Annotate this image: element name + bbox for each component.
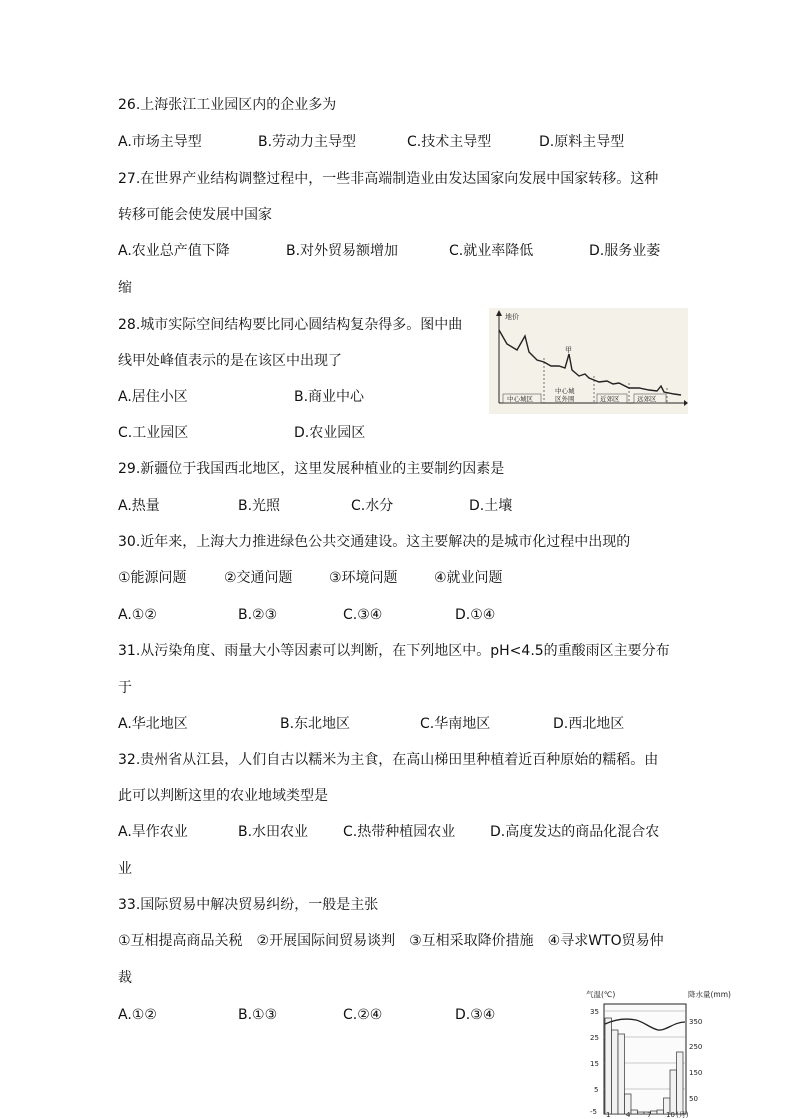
temp-tick-neg5: -5 bbox=[590, 1108, 597, 1116]
q28-stem-line2: 线甲处峰值表示的是在该区中出现了 bbox=[118, 353, 342, 369]
q32-option-c: C.热带种植园农业 bbox=[343, 824, 456, 840]
q33-stem: 33.国际贸易中解决贸易纠纷，一般是主张 bbox=[118, 897, 379, 913]
q32-option-d: D.高度发达的商品化混合农 bbox=[490, 824, 660, 840]
precip-tick-50: 50 bbox=[689, 1095, 698, 1103]
q30-option-b: B.②③ bbox=[238, 607, 278, 623]
figure-y-label: 地价 bbox=[505, 313, 519, 321]
temp-tick-5: 5 bbox=[594, 1086, 599, 1094]
q30-option-a: A.①② bbox=[118, 607, 157, 623]
zone-periphery-label-2: 区外围 bbox=[555, 395, 575, 403]
q31-option-c: C.华南地区 bbox=[420, 716, 491, 732]
precip-bar bbox=[657, 1110, 664, 1114]
q32-stem-line1: 32.贵州省从江县，人们自古以糯米为主食，在高山梯田里种植着近百种原始的糯稻。由 bbox=[118, 752, 659, 768]
climate-precip-axis-label: 降水量(mm) bbox=[688, 990, 731, 999]
zone-inner-suburb-label: 近郊区 bbox=[600, 395, 620, 403]
zone-outer-suburb-label: 远郊区 bbox=[637, 395, 657, 403]
q30-stem: 30.近年来，上海大力推进绿色公共交通建设。这主要解决的是城市化过程中出现的 bbox=[118, 534, 631, 550]
precip-bar bbox=[651, 1111, 658, 1114]
zone-central-label: 中心城区 bbox=[507, 395, 533, 403]
q28-option-d: D.农业园区 bbox=[294, 425, 366, 441]
q31-option-a: A.华北地区 bbox=[118, 716, 188, 732]
q32-option-b: B.水田农业 bbox=[238, 824, 309, 840]
precip-bar bbox=[605, 1018, 612, 1114]
q30-item-3: ③环境问题 bbox=[329, 570, 398, 586]
q33-items-wrap: 裁 bbox=[118, 970, 132, 986]
precip-bar bbox=[638, 1112, 645, 1114]
temp-tick-15: 15 bbox=[590, 1060, 599, 1068]
q30-item-2: ②交通问题 bbox=[224, 570, 293, 586]
q33-option-c: C.②④ bbox=[343, 1007, 383, 1023]
q33-option-a: A.①② bbox=[118, 1007, 157, 1023]
q26-option-c: C.技术主导型 bbox=[407, 134, 492, 150]
q28-option-a: A.居住小区 bbox=[118, 389, 188, 405]
precip-bar bbox=[612, 1030, 619, 1114]
q32-stem-line2: 此可以判断这里的农业地域类型是 bbox=[118, 788, 328, 804]
q27-option-d-wrap: 缩 bbox=[118, 280, 132, 296]
q28-option-c: C.工业园区 bbox=[118, 425, 189, 441]
q28-option-b: B.商业中心 bbox=[294, 389, 365, 405]
q27-stem-line1: 27.在世界产业结构调整过程中，一些非高端制造业由发达国家向发展中国家转移。这种 bbox=[118, 171, 659, 187]
figure-peak-label: 甲 bbox=[565, 346, 572, 354]
q30-option-d: D.①④ bbox=[455, 607, 496, 623]
zone-periphery-label-1: 中心城 bbox=[555, 387, 575, 395]
q29-option-a: A.热量 bbox=[118, 498, 160, 514]
q30-item-4: ④就业问题 bbox=[434, 570, 503, 586]
q27-option-c: C.就业率降低 bbox=[449, 243, 534, 259]
q29-option-b: B.光照 bbox=[238, 498, 281, 514]
climate-chart bbox=[584, 986, 734, 1119]
q33-option-d: D.③④ bbox=[455, 1007, 496, 1023]
q27-option-b: B.对外贸易额增加 bbox=[286, 243, 399, 259]
climate-temp-axis-label: 气温(℃) bbox=[586, 990, 616, 999]
precip-tick-150: 150 bbox=[689, 1069, 703, 1077]
q26-option-d: D.原料主导型 bbox=[539, 134, 625, 150]
precip-tick-250: 250 bbox=[689, 1043, 703, 1051]
q32-option-d-wrap: 业 bbox=[118, 861, 132, 877]
q27-option-a: A.农业总产值下降 bbox=[118, 243, 230, 259]
q31-stem-line1: 31.从污染角度、雨量大小等因素可以判断，在下列地区中。pH<4.5的重酸雨区主要分布 bbox=[118, 643, 670, 659]
q29-option-d: D.土壤 bbox=[469, 498, 513, 514]
month-tick-4: 4 bbox=[626, 1111, 631, 1119]
q30-option-c: C.③④ bbox=[343, 607, 383, 623]
q33-items-line: ①互相提高商品关税 ②开展国际间贸易谈判 ③互相采取降价措施 ④寻求WTO贸易仲 bbox=[118, 933, 664, 949]
q30-item-1: ①能源问题 bbox=[118, 570, 187, 586]
q27-stem-line2: 转移可能会使发展中国家 bbox=[118, 207, 272, 223]
q33-option-b: B.①③ bbox=[238, 1007, 278, 1023]
precip-bar bbox=[631, 1110, 638, 1114]
temp-tick-35: 35 bbox=[590, 1008, 599, 1016]
precip-bar bbox=[677, 1052, 684, 1114]
month-tick-1: 1 bbox=[606, 1111, 611, 1119]
q26-option-b: B.劳动力主导型 bbox=[258, 134, 357, 150]
month-tick-10: 10 bbox=[666, 1111, 675, 1119]
q29-option-c: C.水分 bbox=[351, 498, 394, 514]
q28-stem-line1: 28.城市实际空间结构要比同心圆结构复杂得多。图中曲 bbox=[118, 317, 463, 333]
precip-bar bbox=[618, 1034, 625, 1114]
month-axis-unit: (月) bbox=[676, 1111, 689, 1119]
precip-tick-350: 350 bbox=[689, 1018, 703, 1026]
q31-stem-line2: 于 bbox=[118, 680, 132, 696]
precip-bar bbox=[670, 1070, 677, 1114]
q26-stem: 26.上海张江工业园区内的企业多为 bbox=[118, 97, 337, 113]
q26-option-a: A.市场主导型 bbox=[118, 134, 202, 150]
q29-stem: 29.新疆位于我国西北地区，这里发展种植业的主要制约因素是 bbox=[118, 461, 505, 477]
q32-option-a: A.旱作农业 bbox=[118, 824, 188, 840]
land-price-figure bbox=[489, 308, 688, 414]
month-tick-7: 7 bbox=[647, 1111, 652, 1119]
q31-option-b: B.东北地区 bbox=[280, 716, 351, 732]
temp-tick-25: 25 bbox=[590, 1034, 599, 1042]
q27-option-d: D.服务业萎 bbox=[589, 243, 661, 259]
q31-option-d: D.西北地区 bbox=[553, 716, 625, 732]
